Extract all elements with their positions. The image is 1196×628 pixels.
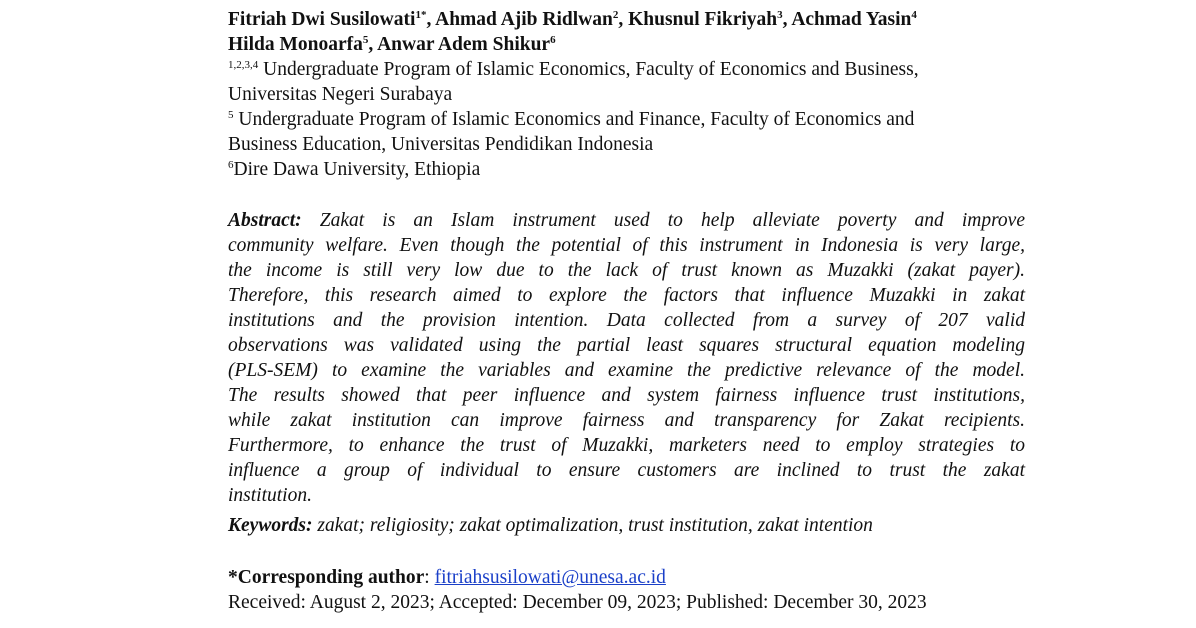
author-mark: 3 [777, 9, 783, 21]
abstract-line: influence a group of individual to ensure customers are inclined to trust the zakat [228, 460, 1025, 481]
abstract-line: Abstract: Zakat is an Islam instrument used to help alleviate poverty and improve [228, 210, 1025, 231]
author-line-2: Hilda Monoarfa$^5$, Anwar Adem Shikur$^6$ [228, 34, 556, 55]
keywords [228, 513, 1025, 538]
corresponding-label: *Corresponding author [228, 567, 425, 588]
publication-dates: Received: August 2, 2023; Accepted: December 09, 2023; Published: December 30, 2023 [228, 592, 927, 613]
abstract-line: (PLS-SEM) to examine the variables and examine the predictive relevance of the model. [228, 360, 1025, 381]
abstract [228, 208, 1025, 508]
abstract-line: community welfare. Even though the potential of this instrument in Indonesia is very large, [228, 235, 1025, 256]
author-line-1: Fitriah Dwi Susilowati$^{1*}$, Ahmad Ajib Ridlwan$^2$, Khusnul Fikriyah$^3$, Achmad Yasin$^4$ [228, 9, 917, 30]
corresponding-separator: : [424, 567, 435, 588]
author-name: Fitriah Dwi Susilowati [228, 9, 416, 30]
author-name: Achmad Yasin [791, 9, 912, 30]
author-name: Ahmad Ajib Ridlwan [435, 9, 613, 30]
abstract-line: the income is still very low due to the lack of trust known as Muzakki (zakat payer). [228, 260, 1025, 281]
abstract-line: institution. [228, 485, 312, 506]
author-mark: 1* [415, 9, 427, 21]
author-mark: 4 [911, 9, 917, 21]
affiliation-mark: 5 [228, 109, 234, 121]
affiliation-line: $^{1,2,3,4}$ Undergraduate Program of Islamic Economics, Faculty of Economics and Business, [228, 59, 919, 80]
author-name: Khusnul Fikriyah [628, 9, 778, 30]
abstract-line: observations was validated using the partial least squares structural equation modeling [228, 335, 1025, 356]
author-mark: 6 [550, 34, 556, 46]
abstract-line: while zakat institution can improve fairness and transparency for Zakat recipients. [228, 410, 1025, 431]
abstract-line: Therefore, this research aimed to explore the factors that influence Muzakki in zakat [228, 285, 1025, 306]
affiliation-line: $^6$Dire Dawa University, Ethiopia [228, 159, 481, 180]
affiliation-mark: 1,2,3,4 [228, 59, 259, 71]
affiliations [228, 57, 1025, 182]
keywords-label: Keywords: [228, 515, 313, 536]
author-mark: 5 [362, 34, 369, 46]
keywords-text: zakat; religiosity; zakat optimalization, trust institution, zakat intention [317, 515, 873, 536]
corresponding-author [228, 565, 1025, 590]
abstract-line: Furthermore, to enhance the trust of Muzakki, marketers need to employ strategies to [228, 435, 1025, 456]
author-name: Hilda Monoarfa [228, 34, 363, 55]
abstract-line: The results showed that peer influence and system fairness influence trust institutions, [228, 385, 1025, 406]
affiliation-line: $^5$ Undergraduate Program of Islamic Economics and Finance, Faculty of Economics and [228, 109, 915, 130]
abstract-line: institutions and the provision intention. Data collected from a survey of 207 valid [228, 310, 1025, 331]
author-mark: 2 [612, 9, 619, 21]
affiliation-line: Universitas Negeri Surabaya [228, 84, 453, 105]
affiliation-mark: 6 [228, 159, 234, 171]
affiliation-line: Business Education, Universitas Pendidikan Indonesia [228, 134, 654, 155]
author-name: Anwar Adem Shikur [377, 34, 551, 55]
corresponding-email-link[interactable]: fitriahsusilowati@unesa.ac.id [434, 567, 666, 588]
abstract-label: Abstract: [228, 210, 302, 231]
